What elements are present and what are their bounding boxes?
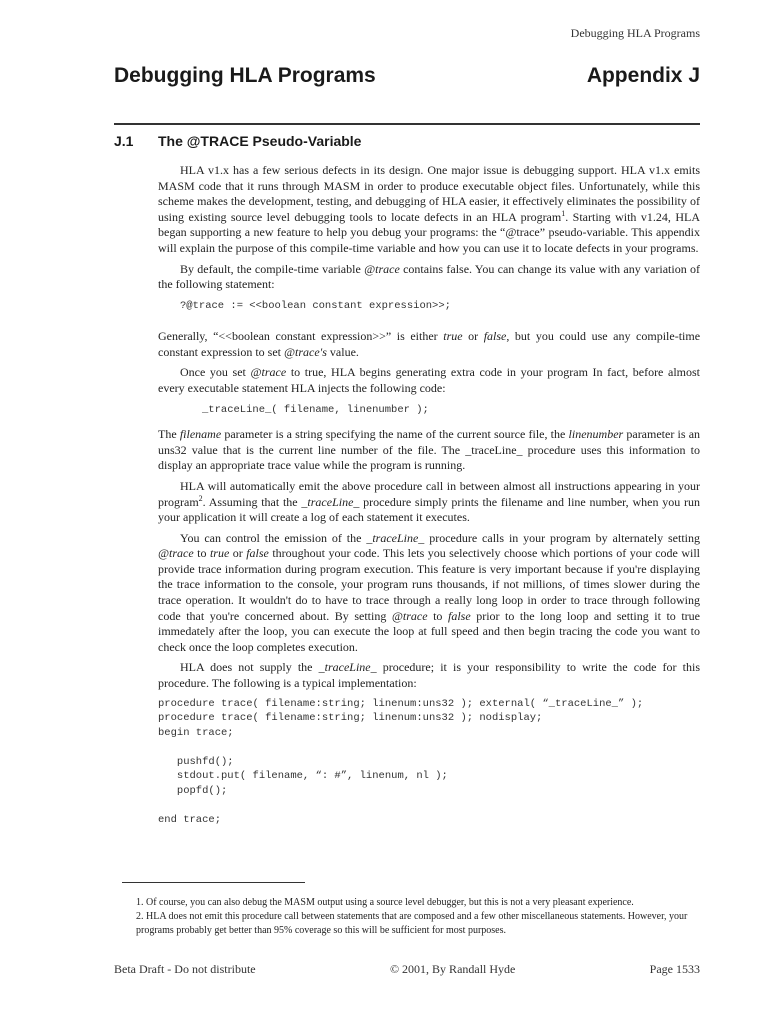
paragraph-6: HLA will automatically emit the above procedure call in between almost all instructions appearing in your program$^2$. Assuming that the _traceLine_ procedure simply prints the filename and line number, when you run your application it will create a log of each statement it executes. <box>158 478 700 525</box>
paragraph-1: HLA v1.x has a few serious defects in its design. One major issue is debugging support. HLA v1.x emits MASM code that it runs through MASM in order to produce executable object files. Unfortunately, while this scheme makes the development, testing, and debugging of HLA easier, it effectively eliminates the possibility of using existing source level debugging tools to locate defects in an HLA program$^1$. Starting with v1.24, HLA began supporting a new feature to help you debug your programs: the “@trace” pseudo-variable. This appendix will explain the purpose of this compile-time variable and how you can use it to locate defects in your programs. <box>158 163 700 255</box>
code-trace-assign: ?@trace := <<boolean constant expression>>; <box>180 299 451 312</box>
paragraph-3: Generally, “<<boolean constant expression>>” is either true or false, but you could use any compile-time constant expression to set @trace's value. <box>158 329 701 359</box>
paragraph-4: Once you set @trace to true, HLA begins generating extra code in your program In fact, before almost every executable statement HLA injects the following code: <box>158 365 700 396</box>
code-traceline-call: _traceLine_( filename, linenumber ); <box>202 403 429 416</box>
section-heading <box>114 133 700 149</box>
running-head: Debugging HLA Programs <box>570 26 700 40</box>
section-number: J.1 <box>114 133 134 149</box>
title-row <box>114 64 700 88</box>
footnote-2: 2. HLA does not emit this procedure call between statements that are composed and a few other miscellaneous statements. However, your programs probably get better than 95% coverage so this will be sufficient for most purposes. <box>136 911 688 936</box>
title-rule <box>114 123 700 125</box>
body-text <box>158 163 700 827</box>
paragraph-8: HLA does not supply the _traceLine_ procedure; it is your responsibility to write the code for this procedure. The following is a typical implementation: <box>158 660 700 691</box>
footnote-rule <box>122 882 305 883</box>
paragraph-2: By default, the compile-time variable @trace contains false. You can change its value with any variation of the following statement: <box>158 261 700 292</box>
page-footer <box>114 962 700 977</box>
footer-page-number: Page 1533 <box>649 962 700 976</box>
footer-left: Beta Draft - Do not distribute <box>114 962 256 976</box>
paragraph-5: The filename parameter is a string specifying the name of the current source file, the linenumber parameter is an uns32 value that is the current line number of the file. The _traceLine_ procedure uses this information to display an appropriate trace value while the program is running. <box>158 427 701 473</box>
footnotes <box>136 896 700 938</box>
footer-center: © 2001, By Randall Hyde <box>389 962 516 976</box>
paragraph-7: You can control the emission of the _traceLine_ procedure calls in your program by alternately setting @trace to true or false throughout your code. This lets you selectively choose which portions of your code will provide trace information during program execution. This feature is very important because if you're displaying the trace information to the console, your program runs thousands, if not millions, of times slower during the trace operation. It wouldn't do to have to trace through a really long loop in order to trace through following code that you're concerned about. By setting @trace to false prior to the long loop and setting it to true immedately after the loop, you can execute the loop at full speed and then begin tracing the code you want to check once the loop completes execution. <box>158 530 700 654</box>
footnote-ref-2: 2 <box>198 493 203 503</box>
chapter-title: Debugging HLA Programs <box>114 64 376 87</box>
footnote-1: 1. Of course, you can also debug the MASM output using a source level debugger, but this is not a very pleasant experience. <box>136 897 634 908</box>
appendix-label: Appendix J <box>586 64 700 87</box>
code-trace-procedure: procedure trace( filename:string; linenum:uns32 ); external( “_traceLine_” ); procedure trace( filename:string; linenum:uns32 ); nodisplay; begin trace; pushfd(); stdout.put( filename, “: #”, linenum, nl ); popfd(); end trace; <box>158 697 644 826</box>
footnote-ref-1: 1 <box>561 208 566 218</box>
section-title: The @TRACE Pseudo-Variable <box>158 133 362 149</box>
